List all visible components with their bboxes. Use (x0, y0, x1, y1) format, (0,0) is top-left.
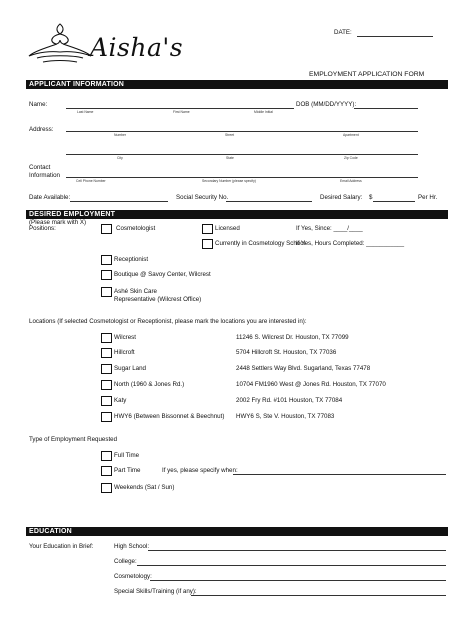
section-applicant-information: APPLICANT INFORMATION (26, 80, 448, 89)
section-desired-employment: DESIRED EMPLOYMENT (26, 210, 448, 219)
checkbox-cosmetologist[interactable] (101, 224, 112, 234)
high-school-label: High School: (114, 543, 150, 550)
per-hour-label: Per Hr. (418, 194, 438, 201)
address-label: Address: (29, 126, 54, 133)
if-yes-hours-label: If Yes, Hours Completed: ___________ (296, 240, 405, 247)
email-caption: Email Address (340, 179, 362, 183)
location-name: Hillcroft (114, 349, 135, 356)
cosmetology-field[interactable] (150, 580, 446, 581)
name-label: Name: (29, 101, 48, 108)
checkbox-cosmetology-school[interactable] (202, 239, 213, 249)
checkbox-location-north[interactable] (101, 380, 112, 390)
checkbox-full-time[interactable] (101, 451, 112, 461)
desired-salary-field[interactable] (373, 201, 415, 202)
licensed-label: Licensed (215, 225, 240, 232)
location-address: HWY6 S, Ste V. Houston, TX 77083 (236, 413, 335, 420)
checkbox-weekends[interactable] (101, 483, 112, 493)
ashe-label-2: Representative (Wilcrest Office) (114, 296, 202, 303)
part-time-label: Part Time (114, 467, 141, 474)
employment-type-label: Type of Employment Requested (29, 436, 118, 443)
high-school-field[interactable] (148, 550, 446, 551)
mark-hint: (Please mark with X) (29, 219, 87, 226)
cell-phone-caption: Cell Phone Number (76, 179, 106, 183)
state-caption: State (226, 156, 234, 160)
location-address: 2448 Settlers Way Blvd. Sugarland, Texas 77478 (236, 365, 371, 372)
location-address: 11246 S. Wilcrest Dr. Houston, TX 77099 (236, 334, 349, 341)
brand-logo-icon (27, 22, 93, 66)
checkbox-location-sugar-land[interactable] (101, 364, 112, 374)
checkbox-location-hillcroft[interactable] (101, 348, 112, 358)
location-name: Wilcrest (114, 334, 136, 341)
ssn-label: Social Security No. (176, 194, 229, 201)
checkbox-location-katy[interactable] (101, 396, 112, 406)
checkbox-part-time[interactable] (101, 466, 112, 476)
if-yes-specify-label: If yes, please specify when: (162, 467, 238, 474)
contact-label: Contact (29, 164, 51, 171)
positions-label: Positions: (29, 225, 56, 232)
secondary-number-caption: Secondary Number (please specify) (202, 179, 256, 183)
checkbox-receptionist[interactable] (101, 255, 112, 265)
street-caption: Street (225, 133, 235, 137)
checkbox-location-wilcrest[interactable] (101, 333, 112, 343)
cosmetology-school-label: Currently in Cosmetology School (215, 240, 306, 247)
checkbox-licensed[interactable] (202, 224, 213, 234)
special-skills-field[interactable] (191, 595, 446, 596)
address-line-1[interactable] (66, 131, 418, 132)
form-title: EMPLOYMENT APPLICATION FORM (309, 71, 425, 78)
dollar-sign: $ (369, 194, 373, 201)
location-name: Sugar Land (114, 365, 146, 372)
location-name: Katy (114, 397, 127, 404)
middle-initial-caption: Middle Initial (254, 110, 273, 114)
checkbox-ashe-skin-care[interactable] (101, 287, 112, 297)
brand-name: Aisha's (90, 33, 184, 62)
first-name-caption: First Name (173, 110, 190, 114)
boutique-label: Boutique @ Savoy Center, Wilcrest (114, 271, 211, 278)
zip-caption: Zip Code (344, 156, 358, 160)
date-available-field[interactable] (70, 201, 168, 202)
college-label: College: (114, 558, 137, 565)
cosmetology-label: Cosmetology: (114, 573, 152, 580)
education-brief-label: Your Education in Brief: (29, 543, 94, 550)
location-address: 5704 Hillcroft St. Houston, TX 77036 (236, 349, 337, 356)
date-available-label: Date Available: (29, 194, 71, 201)
ashe-label: Ashé Skin Care (114, 288, 157, 295)
locations-label: Locations (If selected Cosmetologist or Receptionist, please mark the locations you are interested in): (29, 318, 307, 325)
number-caption: Number (114, 133, 127, 137)
date-label: DATE: (334, 29, 352, 36)
location-name: North (1960 & Jones Rd.) (114, 381, 185, 388)
location-address: 2002 Fry Rd. #101 Houston, TX 77084 (236, 397, 343, 404)
ssn-field[interactable] (226, 201, 312, 202)
receptionist-label: Receptionist (114, 256, 149, 263)
last-name-caption: Last Name (77, 110, 94, 114)
desired-salary-label: Desired Salary: (320, 194, 363, 201)
city-caption: City (117, 156, 123, 160)
special-skills-label: Special Skills/Training (if any): (114, 588, 197, 595)
date-field[interactable] (357, 36, 433, 37)
checkbox-location-hwy6[interactable] (101, 412, 112, 422)
contact-label-2: Information (29, 172, 60, 179)
cosmetologist-label: Cosmetologist (116, 225, 156, 232)
section-education: EDUCATION (26, 527, 448, 536)
address-line-2[interactable] (66, 154, 418, 155)
contact-field[interactable] (66, 177, 418, 178)
weekends-label: Weekends (Sat / Sun) (114, 484, 175, 491)
college-field[interactable] (137, 565, 446, 566)
apartment-caption: Apartment (343, 133, 359, 137)
name-field[interactable] (66, 108, 294, 109)
part-time-specify-field[interactable] (233, 474, 446, 475)
checkbox-boutique[interactable] (101, 270, 112, 280)
dob-field[interactable] (354, 108, 418, 109)
location-name: HWY6 (Between Bissonnet & Beechnut) (114, 413, 225, 420)
full-time-label: Full Time (114, 452, 140, 459)
dob-label: DOB (MM/DD/YYYY): (296, 101, 357, 108)
location-address: 10704 FM1960 West @ Jones Rd. Houston, TX 77070 (236, 381, 386, 388)
if-yes-since-label: If Yes, Since: ____/____ (296, 225, 363, 232)
